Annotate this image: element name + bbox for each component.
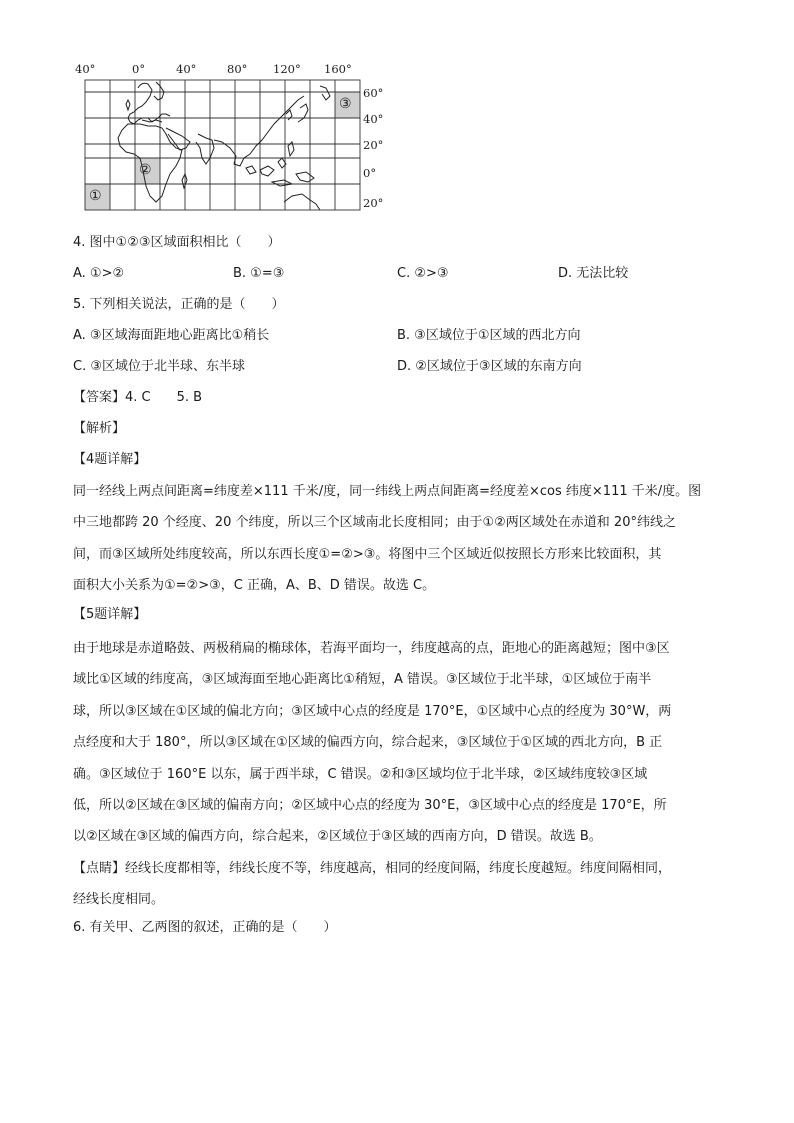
region-2-label: ② (139, 162, 152, 178)
q5-option-b: B. ③区域位于①区域的西北方向 (397, 328, 581, 343)
detail-4-line: 间，而③区域所处纬度较高，所以东西长度①=②>③。将图中三个区域近似按照长方形来比较面积，其 (73, 546, 662, 562)
detail-5-tag: 【5题详解】 (73, 607, 147, 622)
dianjing-line-2: 经线长度相同。 (73, 892, 165, 908)
dianjing-body (73, 853, 721, 916)
lat-label: 0° (363, 166, 377, 180)
detail-4-line: 面积大小关系为①=②>③，C 正确，A、B、D 错误。故选 C。 (73, 578, 436, 594)
q4-option-b: B. ①=③ (233, 266, 285, 281)
world-grid-map (70, 62, 400, 222)
q5-option-a: A. ③区域海面距地心距离比①稍长 (73, 328, 270, 343)
q4-option-d: D. 无法比较 (558, 266, 629, 281)
lon-label: 80° (227, 62, 248, 76)
detail-5-line: 球，所以③区域在①区域的偏北方向；③区域中心点的经度是 170°E，①区域中心点的经度为 30°W，两 (73, 703, 672, 719)
q5-option-d: D. ②区域位于③区域的东南方向 (397, 359, 582, 374)
detail-4-tag: 【4题详解】 (73, 452, 147, 467)
q5-option-c: C. ③区域位于北半球、东半球 (73, 359, 245, 374)
detail-4-line: 中三地都跨 20 个经度、20 个纬度，所以三个区域南北长度相同；由于①②两区域处在赤道和 20°纬线之 (73, 515, 676, 531)
detail-5-line: 确。③区域位于 160°E 以东，属于西半球，C 错误。②和③区域均位于北半球，②区域纬度较③区域 (73, 766, 648, 782)
detail-5-line: 以②区域在③区域的偏西方向，综合起来，②区域位于③区域的西南方向，D 错误。故选 B。 (73, 829, 602, 845)
q4-option-c: C. ②>③ (397, 266, 449, 281)
detail-5-line: 点经度和大于 180°，所以③区域在①区域的偏西方向，综合起来，③区域位于①区域的西北方向，B 正 (73, 735, 663, 751)
grid-lines (85, 80, 360, 210)
detail-4-line: 同一经线上两点间距离=纬度差×111 千米/度，同一纬线上两点间距离=经度差×cos 纬度×111 千米/度。图 (73, 484, 702, 499)
question-6-stem: 6. 有关甲、乙两图的叙述，正确的是（ ） (73, 920, 337, 935)
lon-label: 40° (176, 62, 197, 76)
lat-label: 20° (363, 138, 384, 152)
lon-label: 0° (132, 62, 146, 76)
lon-label: 160° (324, 62, 352, 76)
answer-text: 4. C 5. B (125, 390, 203, 405)
region-1-label: ① (89, 188, 102, 204)
lat-label: 40° (363, 112, 384, 126)
lon-label: 40° (75, 62, 96, 76)
answer-tag: 【答案】 (73, 390, 126, 405)
lon-label: 120° (273, 62, 301, 76)
detail-5-line: 低，所以②区域在③区域的偏南方向；②区域中心点的经度为 30°E，③区域中心点的经度是 170°E，所 (73, 798, 667, 814)
lat-label: 20° (363, 196, 384, 210)
answer-line (73, 388, 202, 408)
detail-5-line: 由于地球是赤道略鼓、两极稍扁的椭球体，若海平面均一，纬度越高的点，距地心的距离越短；图中③区 (73, 641, 670, 656)
dianjing-tag: 【点睛】 (73, 861, 126, 876)
question-5-stem: 5. 下列相关说法，正确的是（ ） (73, 297, 285, 312)
map-grid-svg (70, 62, 400, 222)
lat-label: 60° (363, 86, 384, 100)
question-4-stem: 4. 图中①②③区域面积相比（ ） (73, 235, 281, 250)
detail-4-body (73, 476, 721, 602)
analysis-tag: 【解析】 (73, 421, 126, 436)
region-3-label: ③ (339, 96, 352, 112)
detail-5-body (73, 633, 721, 853)
coastlines (118, 82, 330, 210)
dianjing-line-1: 【点睛】经线长度都相等，纬线长度不等，纬度越高，相同的经度间隔，纬度长度越短。纬度间隔相同， (73, 861, 672, 876)
q4-option-a: A. ①>② (73, 266, 125, 281)
detail-5-line: 域比①区域的纬度高，③区域海面至地心距离比①稍短，A 错误。③区域位于北半球，①区域位于南半 (73, 672, 652, 688)
